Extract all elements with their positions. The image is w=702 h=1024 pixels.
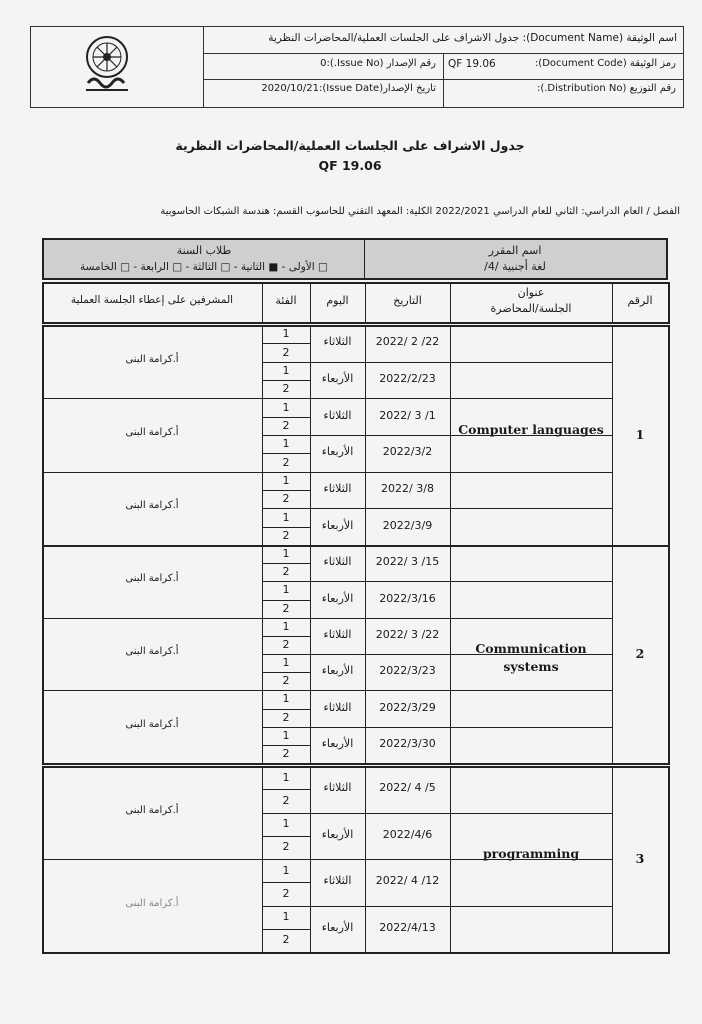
table-rule [668, 325, 670, 545]
doc-name: اسم الوثيقة (Document Name): جدول الاشراف على الجلسات العملية/المحاضرات النظرية [268, 32, 677, 44]
supervisor-cell: أ.كرامة البنى [125, 500, 179, 512]
date-cell: 2022/ 3/8 [381, 482, 434, 495]
group-rule [262, 527, 310, 528]
row-rule [262, 508, 612, 509]
group-cell: 2 [282, 637, 290, 651]
topic-cell: programming [482, 846, 580, 861]
col-header-group: الفئة [275, 294, 297, 307]
date-cell: 2022/3/9 [382, 518, 433, 532]
supervisor-rule [42, 618, 262, 619]
group-cell: 2 [282, 565, 290, 579]
day-cell: الأربعاء [321, 591, 354, 605]
row-rule [262, 472, 612, 473]
group-cell: 2 [282, 601, 290, 615]
group-cell: 1 [282, 327, 290, 341]
row-rule [262, 581, 612, 582]
day-cell: الثلاثاء [323, 627, 352, 641]
page-subtitle: QF 19.06 [318, 158, 382, 173]
day-cell: الأربعاء [321, 518, 354, 532]
day-cell: الثلاثاء [323, 408, 352, 422]
day-cell: الثلاثاء [323, 482, 352, 495]
row-rule [262, 618, 612, 619]
course-name: لغة أجنبية /4/ [484, 260, 546, 273]
group-rule [262, 745, 310, 746]
date-cell: 2022/3/2 [382, 445, 433, 459]
group-cell: 1 [282, 656, 290, 670]
group-rule [262, 929, 310, 930]
col-header-topic-1: عنوان [517, 286, 545, 299]
date-cell: 2022/3/16 [379, 591, 436, 605]
table-rule [42, 322, 668, 324]
group-rule [262, 563, 310, 564]
col-header-no: الرقم [627, 294, 653, 307]
page-title: جدول الاشراف على الجلسات العملية/المحاضرات النظرية [175, 138, 525, 153]
table-rule [42, 282, 668, 284]
day-cell: الأربعاء [321, 736, 354, 750]
day-cell: الثلاثاء [323, 555, 352, 569]
section-number: 3 [635, 851, 645, 866]
group-cell: 1 [282, 817, 290, 831]
day-cell: الأربعاء [321, 827, 354, 841]
doc-code-label: رمز الوثيقة (Document Code): [534, 58, 676, 69]
group-rule [262, 836, 310, 837]
row-rule [262, 906, 612, 907]
table-rule [42, 278, 668, 280]
group-cell: 1 [282, 910, 290, 924]
day-cell: الثلاثاء [323, 874, 352, 888]
supervisor-rule [42, 472, 262, 473]
supervisor-cell: أ.كرامة البنى [125, 353, 179, 365]
group-cell: 1 [282, 547, 290, 561]
group-cell: 2 [282, 674, 290, 688]
table-rule [42, 766, 670, 768]
group-cell: 1 [282, 619, 290, 633]
date-cell: 2022/ 3 /15 [375, 555, 440, 569]
day-cell: الثلاثاء [323, 781, 352, 795]
row-rule [262, 362, 612, 363]
supervisor-cell: أ.كرامة البنى [125, 718, 179, 730]
supervisor-rule [42, 398, 262, 399]
table-rule [668, 545, 670, 763]
supervisor-cell: أ.كرامة البنى [125, 897, 179, 909]
table-rule [42, 325, 670, 327]
group-rule [262, 343, 310, 344]
group-rule [262, 709, 310, 710]
supervisor-cell: أ.كرامة البنى [125, 804, 179, 816]
row-rule [262, 813, 612, 814]
day-cell: الثلاثاء [323, 700, 352, 714]
col-header-topic-2: الجلسة/المحاضرة [490, 302, 572, 315]
col-header-supervisors: المشرفين على إعطاء الجلسة العملية [70, 294, 234, 306]
group-cell: 2 [282, 886, 290, 900]
table-rule [668, 282, 670, 324]
course-label: اسم المقرر [488, 244, 542, 257]
group-rule [262, 600, 310, 601]
table-rule [42, 763, 670, 765]
group-cell: 2 [282, 345, 290, 359]
col-header-day: اليوم [326, 294, 349, 307]
group-cell: 2 [282, 840, 290, 854]
date-cell: 2022/ 2 /22 [375, 335, 440, 349]
date-cell: 2022/ 3 /22 [375, 627, 440, 641]
day-cell: الثلاثاء [323, 335, 352, 349]
row-rule [262, 398, 612, 399]
students-label: طلاب السنة [176, 244, 232, 257]
group-rule [262, 453, 310, 454]
group-rule [262, 672, 310, 673]
supervisor-rule [42, 690, 262, 691]
group-rule [262, 882, 310, 883]
supervisor-rule [42, 859, 262, 860]
group-cell: 1 [282, 863, 290, 877]
group-cell: 1 [282, 770, 290, 784]
table-rule [666, 238, 668, 280]
group-rule [262, 490, 310, 491]
group-cell: 1 [282, 437, 290, 451]
supervisor-cell: أ.كرامة البنى [125, 646, 179, 657]
table-rule [42, 952, 670, 954]
group-cell: 2 [282, 492, 290, 506]
date-cell: 2022/3/29 [379, 700, 436, 714]
day-cell: الأربعاء [321, 664, 354, 678]
group-cell: 1 [282, 728, 290, 742]
group-cell: 1 [282, 692, 290, 706]
date-cell: 2022/4/13 [379, 920, 436, 934]
section-number: 1 [635, 427, 645, 442]
group-cell: 2 [282, 710, 290, 724]
table-rule [42, 238, 668, 240]
supervisor-cell: أ.كرامة البنى [125, 427, 179, 438]
group-rule [262, 380, 310, 381]
row-rule [262, 727, 612, 728]
group-rule [262, 417, 310, 418]
row-rule [262, 690, 612, 691]
date-cell: 2022/2/23 [379, 372, 436, 385]
group-cell: 2 [282, 418, 290, 432]
topic-cell: Communication systems [475, 641, 587, 674]
date-cell: 2022/ 4 /5 [379, 781, 436, 795]
group-cell: 1 [282, 510, 290, 524]
date-cell: 2022/ 3 /1 [379, 408, 436, 422]
group-cell: 2 [282, 382, 290, 396]
date-cell: 2022/3/23 [379, 664, 436, 678]
group-cell: 1 [282, 583, 290, 597]
group-cell: 2 [282, 793, 290, 807]
table-rule [668, 766, 670, 952]
day-cell: الأربعاء [321, 445, 354, 459]
info-line: الفصل / العام الدراسي: الثاني للعام الدراسي 2022/2021 الكلية: المعهد التقني للحاسوب القسم: هندسة الشبكات الحاسوبية [160, 206, 680, 217]
group-cell: 2 [282, 455, 290, 469]
group-rule [262, 636, 310, 637]
date-cell: 2022/ 4 /12 [375, 874, 440, 888]
issue-date: تاريخ الإصدار(Issue Date):2020/10/21 [261, 83, 436, 94]
group-rule [262, 789, 310, 790]
day-cell: الأربعاء [321, 920, 354, 934]
section-number: 2 [635, 646, 645, 661]
issue-no: رقم الإصدار (Issue No.):0 [320, 58, 436, 69]
distribution-no: رقم التوزيع (Distribution No.): [536, 83, 676, 94]
university-logo-icon [80, 33, 134, 97]
topic-cell: Computer languages [458, 422, 604, 437]
doc-code: QF 19.06 [448, 58, 496, 70]
group-cell: 2 [282, 933, 290, 947]
group-cell: 1 [282, 473, 290, 487]
group-cell: 2 [282, 746, 290, 760]
supervisor-cell: أ.كرامة البنى [125, 573, 179, 585]
year-checkboxes: □ الأولى - ■ الثانية - □ الثالثة - □ الرابعة - □ الخامسة [80, 261, 328, 273]
date-cell: 2022/4/6 [382, 827, 433, 841]
group-cell: 2 [282, 528, 290, 542]
day-cell: الأربعاء [321, 372, 354, 385]
col-header-date: التاريخ [393, 294, 422, 307]
group-cell: 1 [282, 363, 290, 377]
group-cell: 1 [282, 400, 290, 414]
table-rule [42, 545, 670, 547]
date-cell: 2022/3/30 [379, 736, 436, 750]
